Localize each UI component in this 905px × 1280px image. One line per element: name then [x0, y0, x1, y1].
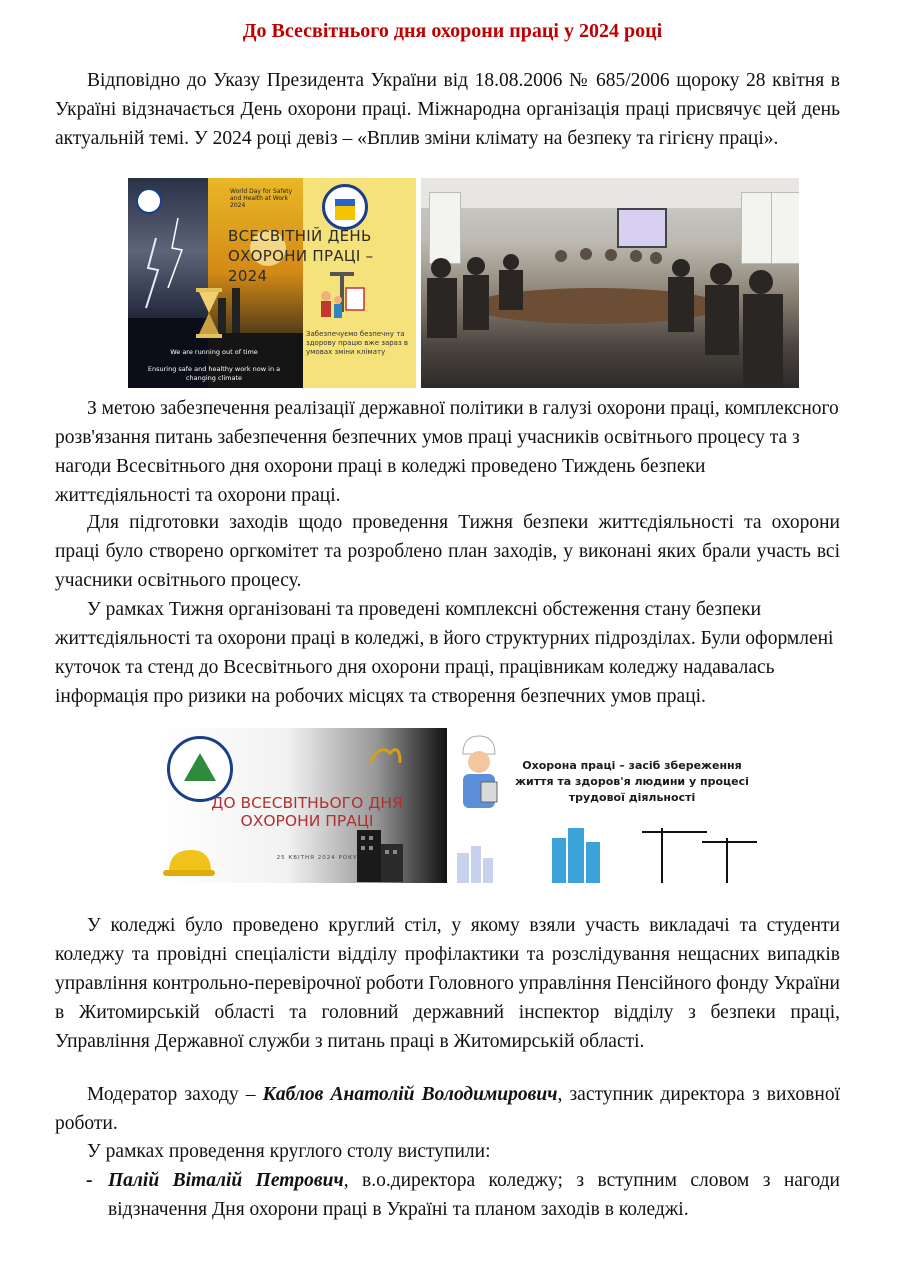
banner-slogan: Охорона праці – засіб збереження життя та здоров'я людини у процесі трудової діяльності [515, 759, 749, 804]
world-day-poster-image [128, 178, 416, 388]
poster-english-caption [134, 348, 294, 383]
ensuring-text: Ensuring safe and healthy work now in a changing climate [147, 365, 281, 382]
meeting-room-photo [421, 178, 799, 388]
paragraph-speakers-intro: У рамках проведення круглого столу виступили: [87, 1141, 491, 1162]
moderator-name: Каблов Анатолій Володимирович [262, 1084, 558, 1105]
ilo-logo [136, 188, 162, 214]
paragraph-inspections: У рамках Тижня організовані та проведені комплексні обстеження стану безпеки життєдіяльності та охорони праці в коледжі, в його структурних підрозділах. Були оформлені куточок та стенд до Всесвітнього дня охорони праці, працівникам коледжу надавалась інформація про ризики на робочих місцях та створення безпечних умов праці. [55, 599, 834, 707]
moderator-prefix: Модератор заходу – [87, 1084, 263, 1105]
speaker-description: , в.о.директора коледжу; з вступним словом з нагоди відзначення Дня охорони праці в Україні та планом заходів в коледжі. [108, 1170, 840, 1220]
speaker-name: Палій Віталій Петрович [108, 1170, 344, 1191]
paragraph-goal: З метою забезпечення реалізації державної політики в галузі охорони праці, комплексного розв'язання питань забезпечення безпечних умов праці учасників освітнього процесу та з нагоди Всесвітнього дня охорони праці в коледжі проведено Тиждень безпеки життєдіяльності та охорони праці. [55, 398, 839, 506]
moderator-role: , заступник директора з виховної роботи. [55, 1084, 840, 1134]
workers-illustration-icon [316, 270, 370, 324]
intro-paragraph: Відповідно до Указу Президента України від 18.08.2006 № 685/2006 щороку 28 квітня в Україні відзначається День охорони праці. Міжнародна організація праці присвячує цей день актуальній темі. У 2024 році девіз – «Вплив зміни клімату на безпеку та гігієну праці». [55, 70, 840, 149]
paragraph-round-table: У коледжі було проведено круглий стіл, у якому взяли участь викладачі та студенти коледжу та провідні спеціалісти відділу профілактики та розслідування нещасних випадків управління контрольно-перевірочної роботи Головного управління Пенсійного фонду України в Житомирській області та головний державний інспектор відділу з безпеки праці, Управління Державної служби з питань праці в Житомирській області. [55, 915, 840, 1052]
college-emblem-icon [167, 736, 233, 802]
page-title: До Всесвітнього дня охорони праці у 2024 році [242, 20, 663, 42]
ukraine-poster-subtitle: Забезпечуємо безпечну та здорову працю вже зараз в умовах зміни клімату [306, 330, 409, 356]
seated-people-illustration [421, 238, 799, 388]
hourglass-icon [194, 288, 224, 338]
banner-title: ДО ВСЕСВІТНЬОГО ДНЯ ОХОРОНИ ПРАЦІ [211, 794, 403, 830]
city-construction-icon [457, 828, 762, 883]
building-icon [347, 820, 417, 882]
hands-clapping-icon [365, 738, 405, 768]
paragraph-preparation: Для підготовки заходів щодо проведення Тижня безпеки життєдіяльності та охорони праці було створено оргкомітет та розроблено план заходів, у виконані яких брали участь всі учасники освітнього процесу. [55, 512, 840, 591]
engineer-worker-icon [455, 732, 503, 812]
hard-hat-icon [163, 846, 215, 880]
world-day-caption: World Day for Safety and Health at Work 2024 [230, 188, 293, 209]
ukraine-labor-seal-icon [322, 184, 368, 230]
paragraph-moderator [55, 1080, 840, 1138]
speaker-text [108, 1166, 840, 1224]
running-out-text: We are running out of time [170, 348, 258, 356]
safety-day-banner-image [157, 728, 765, 883]
ukraine-poster-title: ВСЕСВІТНІЙ ДЕНЬ ОХОРОНИ ПРАЦІ – 2024 [228, 227, 374, 285]
list-dash: - [86, 1170, 93, 1191]
banner-date: 25 КВІТНЯ 2024 РОКУ [276, 855, 358, 861]
